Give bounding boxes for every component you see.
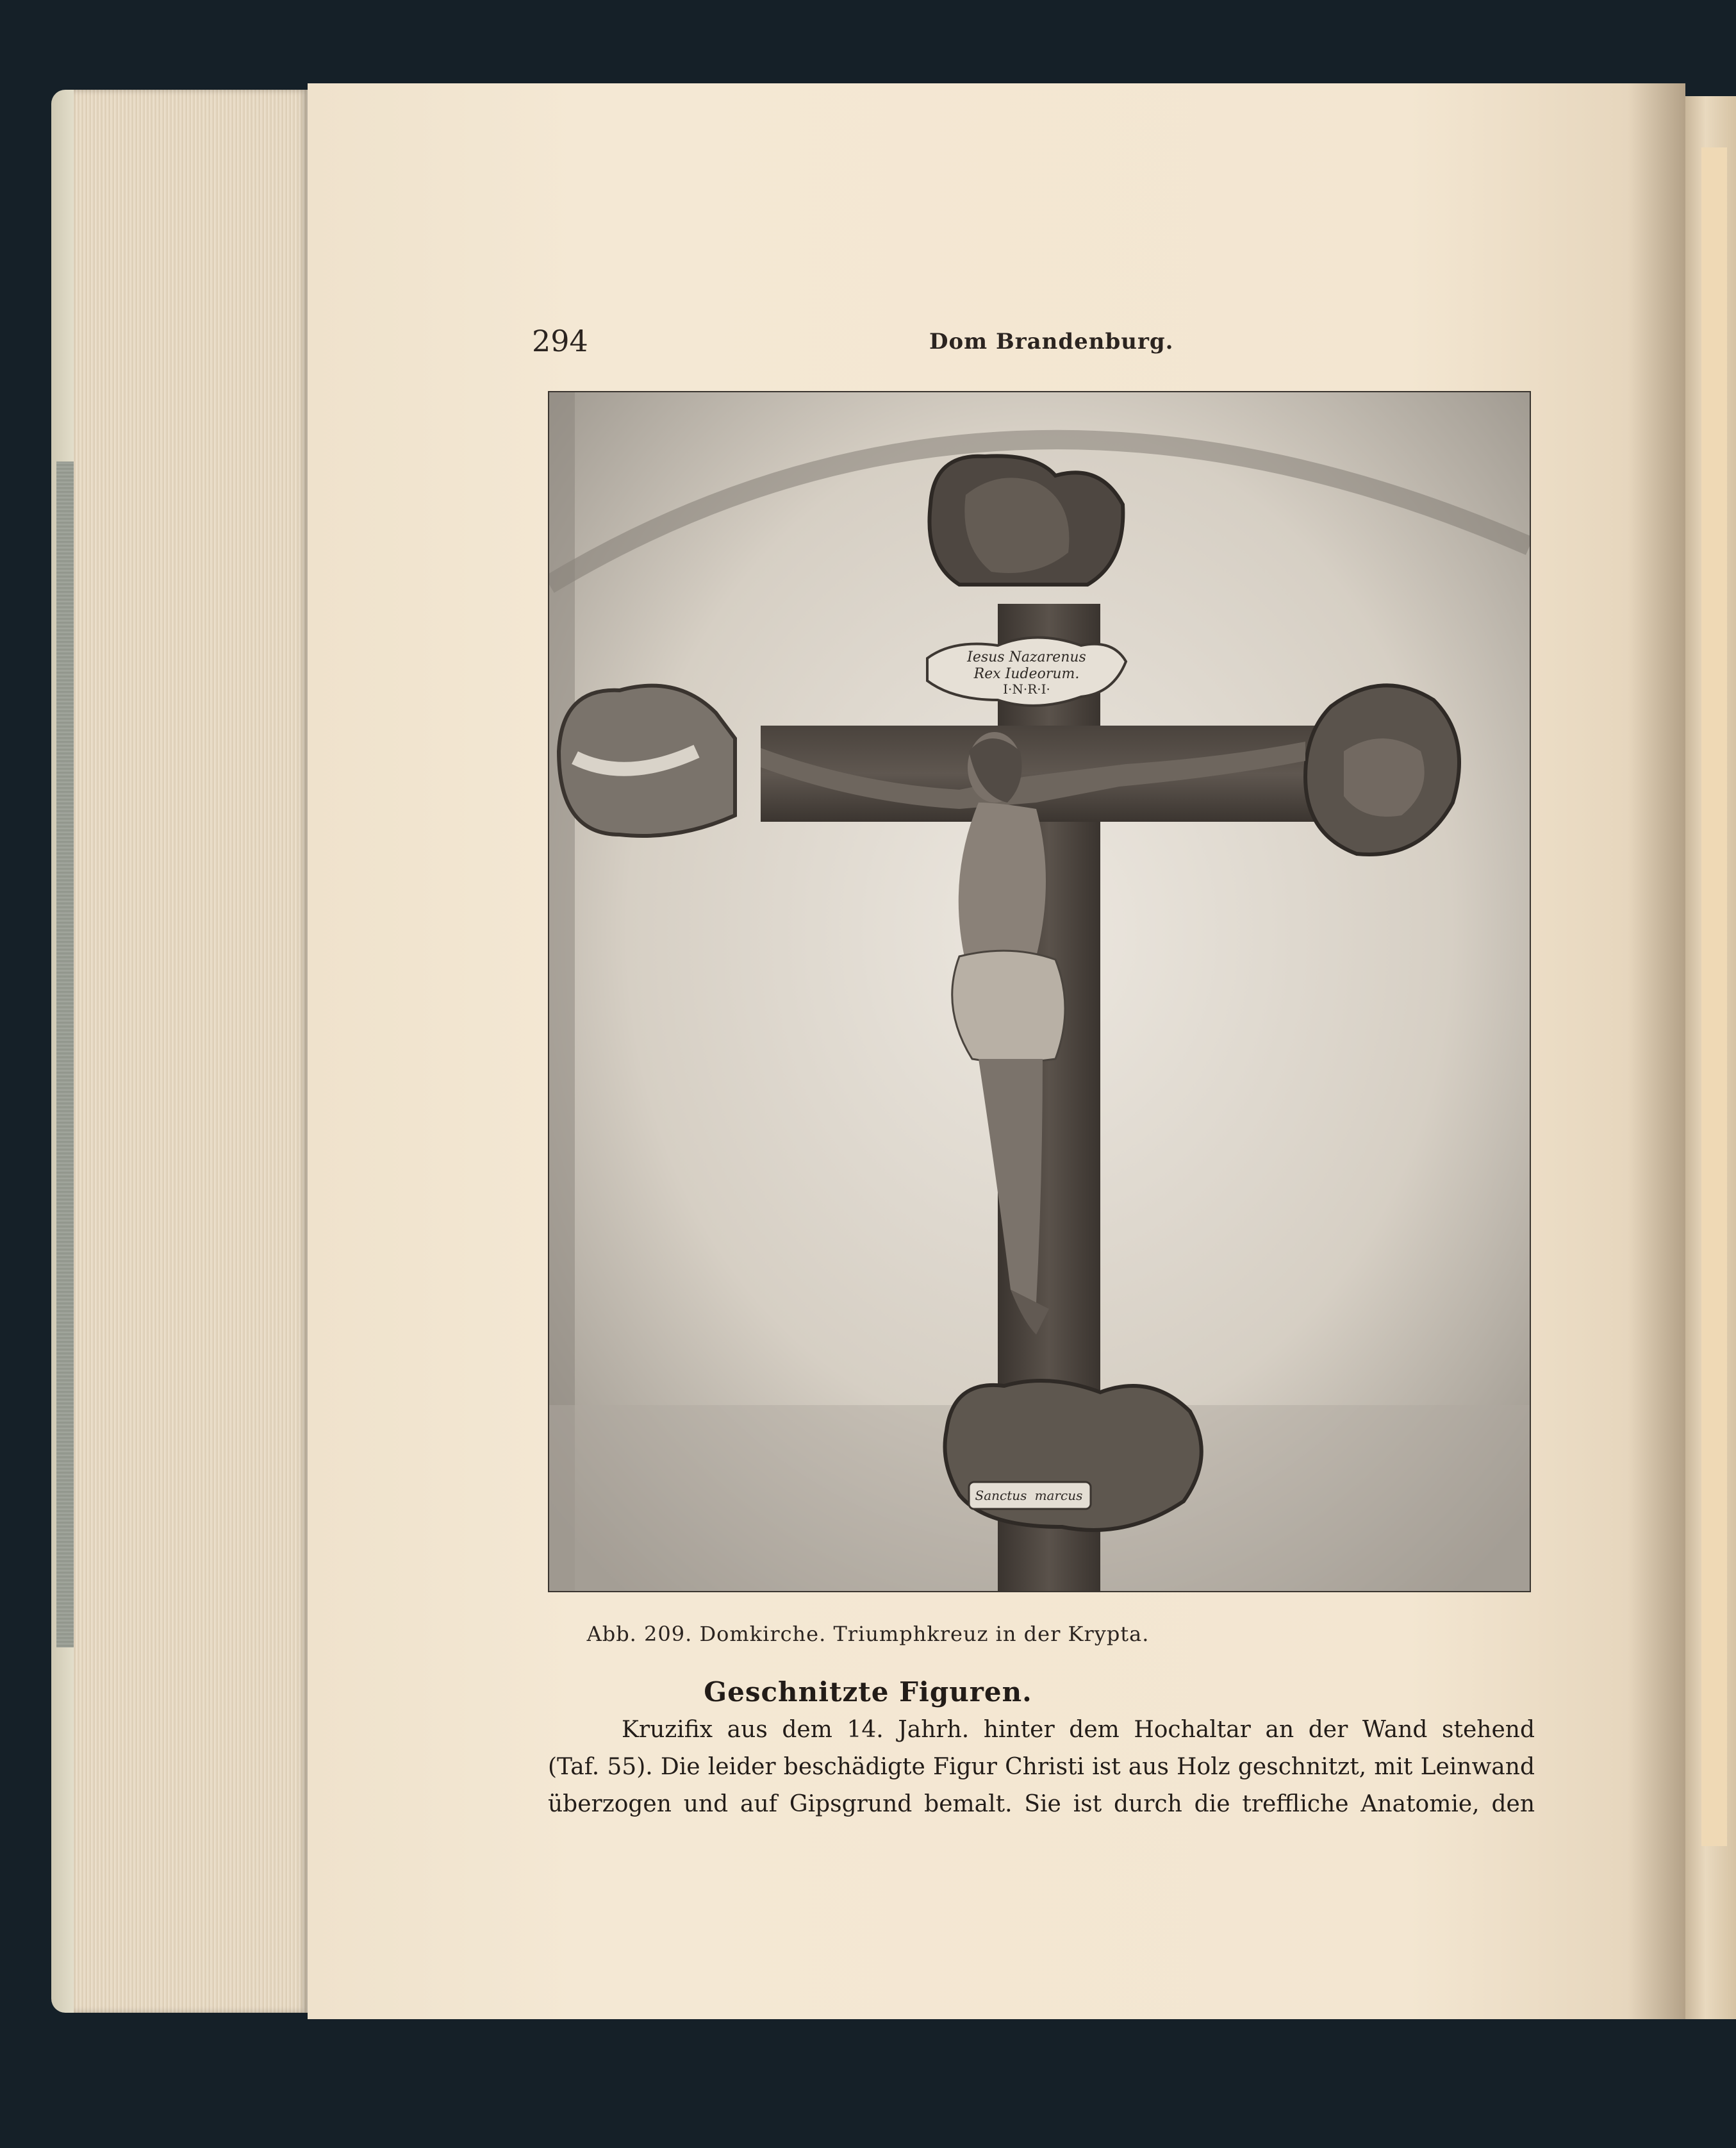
facing-page-edge	[1685, 96, 1736, 2019]
body-line-2: (Taf. 55). Die leider beschädigte Figur Christi ist aus Holz geschnitzt, mit Leinwand	[548, 1754, 1535, 1780]
page-number: 294	[532, 324, 588, 358]
crucifix-illustration	[549, 392, 1530, 1591]
figure-caption: Abb. 209. Domkirche. Triumphkreuz in der Krypta.	[586, 1622, 1150, 1646]
running-head-title: Dom Brandenburg.	[929, 329, 1174, 354]
section-heading: Geschnitzte Figuren.	[704, 1676, 1032, 1708]
body-text	[548, 1711, 1535, 1823]
inscription-line-3: I·N·R·I·	[1003, 681, 1050, 697]
inscription-line-2: Rex Iudeorum.	[973, 666, 1080, 682]
inscription-marcus: marcus	[1034, 1488, 1083, 1503]
body-line-1: Kruzifix aus dem 14. Jahrh. hinter dem Hochaltar an der Wand stehend	[622, 1717, 1535, 1743]
crucifix-photograph	[548, 391, 1531, 1592]
body-line-3: überzogen und auf Gipsgrund bemalt. Sie ist durch die treffliche Anatomie, den	[548, 1791, 1535, 1817]
page-edges	[74, 90, 308, 2013]
inscription-line-1: Iesus Nazarenus	[967, 649, 1086, 665]
running-head	[0, 324, 1736, 362]
inscription-sanctus: Sanctus	[975, 1488, 1027, 1503]
gutter-shadow	[1628, 83, 1685, 2019]
